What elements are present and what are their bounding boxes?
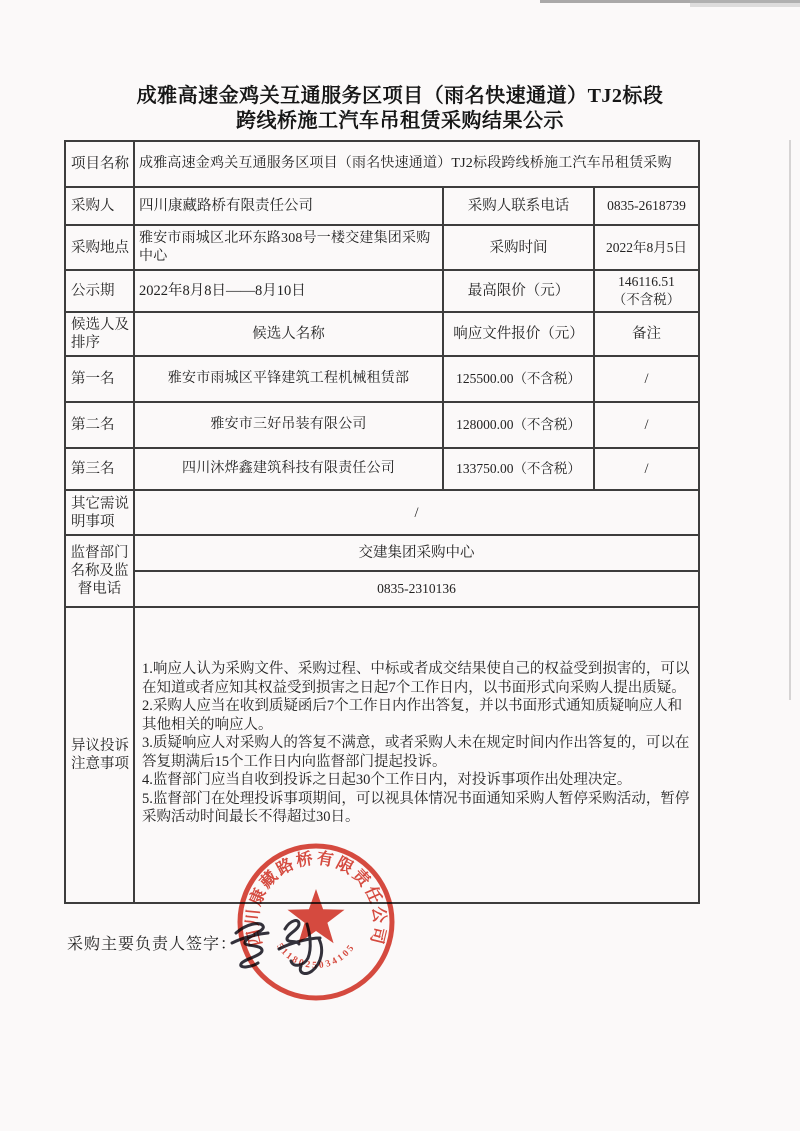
supervision-phone-value: 0835-2310136 bbox=[134, 571, 699, 607]
objection-item-4: 4.监督部门应当自收到投诉之日起30个工作日内，对投诉事项作出处理决定。 bbox=[142, 772, 632, 788]
signature-stroke bbox=[236, 924, 263, 967]
candidate-remark: / bbox=[594, 402, 699, 448]
candidate-name: 雅安市三好吊装有限公司 bbox=[134, 402, 443, 448]
project-name-label: 项目名称 bbox=[65, 141, 134, 187]
candidate-row-third bbox=[65, 448, 699, 490]
max-price-value bbox=[594, 270, 699, 312]
candidate-name: 四川沐烨鑫建筑科技有限责任公司 bbox=[134, 448, 443, 490]
objection-item-2: 2.采购人应当在收到质疑函后7个工作日内作出答复，并以书面形式通知质疑响应人和其他相关的响应人。 bbox=[142, 698, 683, 733]
table-row bbox=[65, 571, 699, 607]
table-header-row bbox=[65, 312, 699, 356]
candidate-remark-header: 备注 bbox=[594, 312, 699, 356]
other-notes-label: 其它需说明事项 bbox=[65, 490, 134, 535]
purchaser-label: 采购人 bbox=[65, 187, 134, 225]
signer-label: 采购主要负责人签字： bbox=[67, 936, 238, 953]
publicity-period-value: 2022年8月8日——8月10日 bbox=[134, 270, 443, 312]
candidate-quote-header: 响应文件报价（元） bbox=[443, 312, 594, 356]
candidate-rank: 第一名 bbox=[65, 356, 134, 402]
table-row bbox=[65, 225, 699, 270]
page-edge-shadow bbox=[789, 140, 791, 700]
publicity-period-label: 公示期 bbox=[65, 270, 134, 312]
max-price-label: 最高限价（元） bbox=[443, 270, 594, 312]
max-price-tax-note: （不含税） bbox=[612, 292, 681, 307]
scan-edge-smudge bbox=[690, 0, 800, 7]
candidate-quote: 125500.00（不含税） bbox=[443, 356, 594, 402]
document-title-line2: 跨线桥施工汽车吊租赁采购结果公示 bbox=[236, 110, 564, 132]
supervision-dept-value: 交建集团采购中心 bbox=[134, 535, 699, 571]
location-label: 采购地点 bbox=[65, 225, 134, 270]
purchase-time-label: 采购时间 bbox=[443, 225, 594, 270]
seal-company-text: 四川康藏路桥有限责任公司 bbox=[242, 848, 390, 949]
other-notes-value: / bbox=[134, 490, 699, 535]
candidate-row-first bbox=[65, 356, 699, 402]
candidate-rank: 第三名 bbox=[65, 448, 134, 490]
procurement-result-table bbox=[64, 140, 700, 904]
objection-label: 异议投诉注意事项 bbox=[65, 607, 134, 903]
handwritten-signature bbox=[222, 903, 346, 987]
purchaser-value: 四川康藏路桥有限责任公司 bbox=[134, 187, 443, 225]
objection-item-5: 5.监督部门在处理投诉事项期间，可以视具体情况书面通知采购人暂停采购活动，暂停采购活动时间最长不得超过30日。 bbox=[142, 790, 690, 825]
document-title bbox=[0, 84, 800, 134]
seal-number-text: 5118025034105 bbox=[274, 941, 358, 971]
objection-item-3: 3.质疑响应人对采购人的答复不满意，或者采购人未在规定时间内作出答复的，可以在答复期满后15个工作日内向监督部门提起投诉。 bbox=[142, 735, 690, 770]
table-row bbox=[65, 187, 699, 225]
candidate-row-second bbox=[65, 402, 699, 448]
table-row bbox=[65, 535, 699, 571]
candidate-remark: / bbox=[594, 448, 699, 490]
candidate-remark: / bbox=[594, 356, 699, 402]
candidate-name: 雅安市雨城区平锋建筑工程机械租赁部 bbox=[134, 356, 443, 402]
max-price-amount: 146116.51 bbox=[618, 274, 675, 289]
candidate-rank: 第二名 bbox=[65, 402, 134, 448]
document-title-line1: 成雅高速金鸡关互通服务区项目（雨名快速通道）TJ2标段 bbox=[136, 85, 664, 107]
candidates-rank-label: 候选人及排序 bbox=[65, 312, 134, 356]
purchase-time-value: 2022年8月5日 bbox=[594, 225, 699, 270]
candidate-quote: 133750.00（不含税） bbox=[443, 448, 594, 490]
purchaser-phone-label: 采购人联系电话 bbox=[443, 187, 594, 225]
table-row bbox=[65, 141, 699, 187]
location-value: 雅安市雨城区北环东路308号一楼交建集团采购中心 bbox=[134, 225, 443, 270]
supervision-label: 监督部门名称及监督电话 bbox=[65, 535, 134, 607]
objection-notice bbox=[134, 607, 699, 903]
candidate-name-header: 候选人名称 bbox=[134, 312, 443, 356]
purchaser-phone-value: 0835-2618739 bbox=[594, 187, 699, 225]
objection-item-1: 1.响应人认为采购文件、采购过程、中标或者成交结果使自己的权益受到损害的，可以在知道或者应知其权益受到损害之日起7个工作日内，以书面形式向采购人提出质疑。 bbox=[142, 661, 690, 696]
table-row bbox=[65, 270, 699, 312]
table-row bbox=[65, 490, 699, 535]
project-name-value: 成雅高速金鸡关互通服务区项目（雨名快速通道）TJ2标段跨线桥施工汽车吊租赁采购 bbox=[134, 141, 699, 187]
candidate-quote: 128000.00（不含税） bbox=[443, 402, 594, 448]
